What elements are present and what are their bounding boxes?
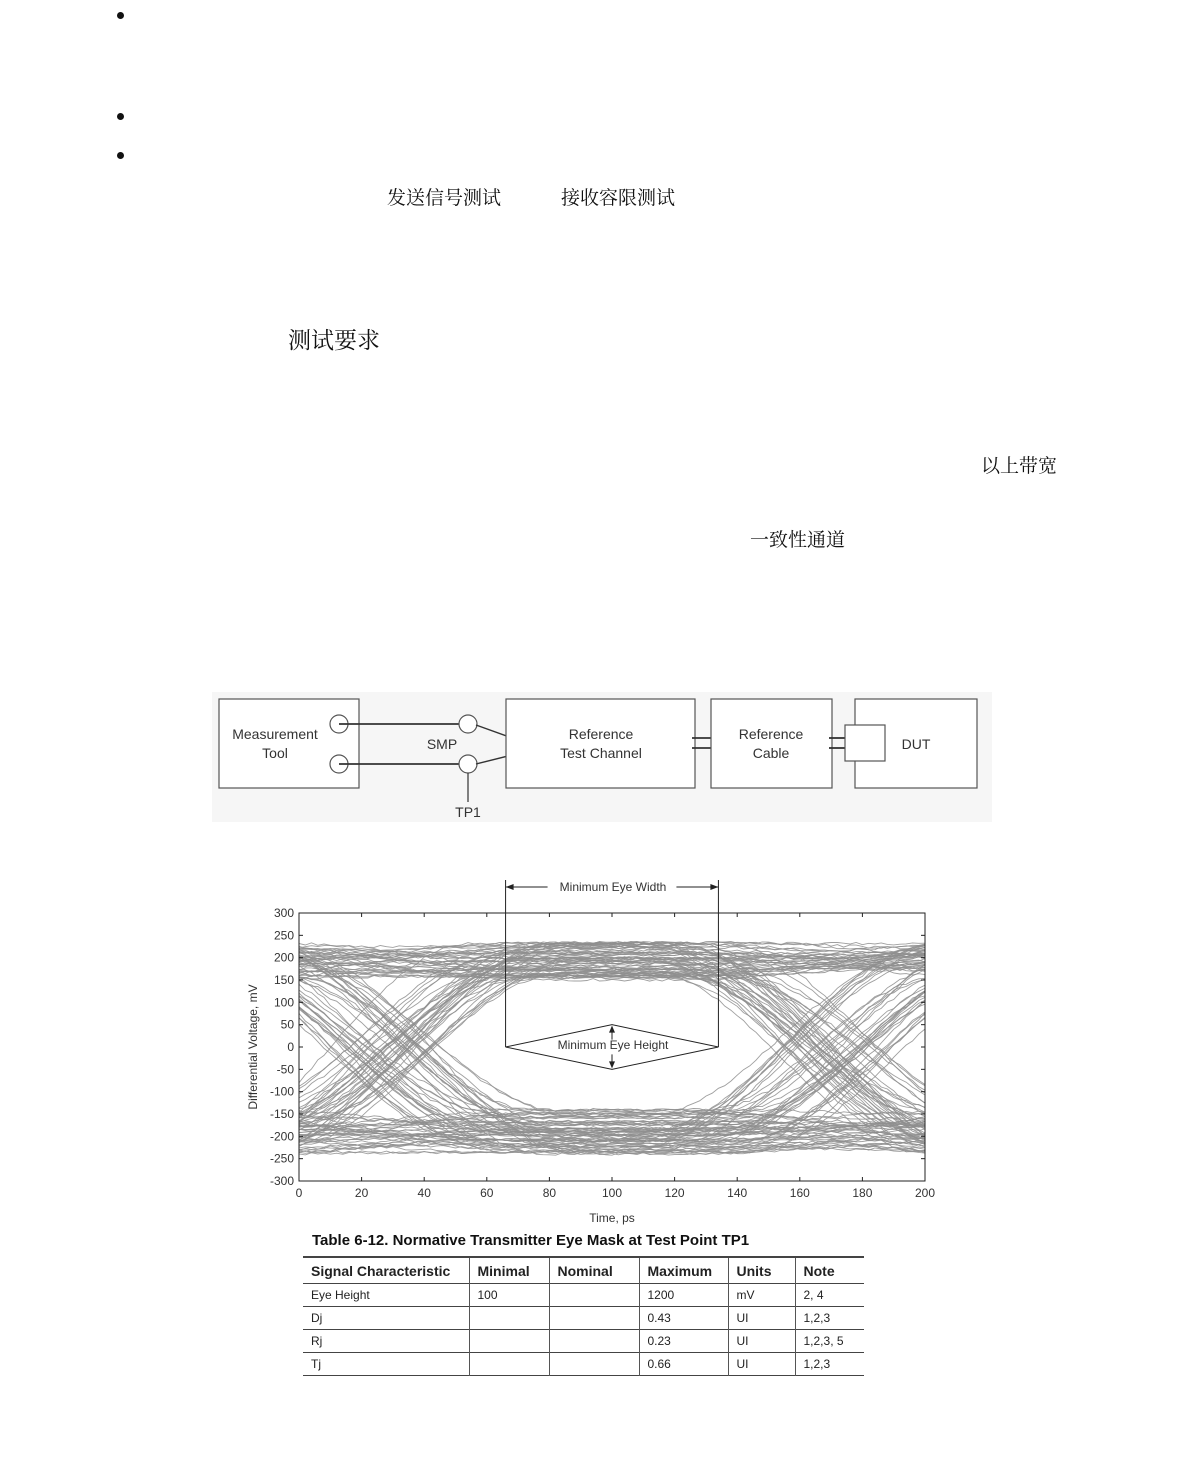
table-cell	[469, 1307, 549, 1330]
table-header-cell: Units	[728, 1257, 795, 1284]
bandwidth-fragment: 以上带宽	[981, 455, 1058, 477]
table-cell: UI	[728, 1330, 795, 1353]
table-header-cell: Note	[795, 1257, 864, 1284]
table-cell	[549, 1353, 639, 1376]
x-tick-label: 140	[727, 1186, 748, 1200]
x-tick-label: 60	[480, 1186, 494, 1200]
table-cell: 1200	[639, 1284, 728, 1307]
table-cell: 0.66	[639, 1353, 728, 1376]
y-tick-label: 100	[273, 995, 294, 1010]
ref-cable-label-1: Reference	[738, 726, 804, 742]
channel-fragment: 一致性通道	[750, 529, 846, 551]
table-cell	[469, 1330, 549, 1353]
bullet-1	[117, 12, 124, 19]
table-cell: 2, 4	[795, 1284, 864, 1307]
table-cell: Rj	[311, 1334, 323, 1348]
table-cell	[549, 1330, 639, 1353]
y-tick-label: -50	[276, 1062, 294, 1077]
min-eye-height-label: Minimum Eye Height	[557, 1038, 669, 1052]
table-row	[303, 1307, 864, 1330]
x-tick-label: 20	[354, 1186, 369, 1200]
reference-cable-box	[711, 699, 832, 788]
y-tick-label: -100	[269, 1084, 294, 1099]
y-tick-label: -300	[269, 1174, 294, 1188]
arrowhead	[710, 884, 718, 890]
ref-channel-label-1: Reference	[568, 726, 634, 742]
table-cell: 1,2,3, 5	[795, 1330, 864, 1353]
table-cell	[549, 1284, 639, 1307]
smp-port-top	[459, 715, 477, 733]
table-cell: Eye Height	[311, 1288, 370, 1302]
x-tick-label: 0	[295, 1186, 303, 1200]
y-tick-label: 0	[287, 1040, 294, 1054]
table-header-cell: Signal Characteristic	[311, 1263, 451, 1279]
eye-mask-table	[303, 1256, 864, 1376]
bullet-3	[117, 152, 124, 159]
y-tick-label: -150	[269, 1107, 294, 1121]
x-axis-label: Time, ps	[589, 1211, 635, 1225]
x-tick-label: 80	[542, 1186, 557, 1200]
table-cell	[549, 1307, 639, 1330]
ref-channel-label-2: Test Channel	[560, 745, 642, 761]
section-heading: 测试要求	[288, 328, 380, 354]
x-tick-label: 100	[601, 1186, 623, 1200]
y-axis-label: Differential Voltage, mV	[246, 984, 260, 1110]
eye-diagram-chart	[236, 870, 948, 1230]
y-tick-label: -250	[269, 1151, 294, 1166]
table-cell: 1,2,3	[795, 1353, 864, 1376]
smp-label: SMP	[426, 736, 458, 752]
table-cell: mV	[728, 1284, 795, 1307]
arrowhead	[506, 884, 514, 890]
bullet-2	[117, 113, 124, 120]
smp-port-bottom	[459, 755, 477, 773]
table-cell: UI	[728, 1307, 795, 1330]
dut-label: DUT	[901, 736, 931, 752]
dut-connector	[845, 725, 885, 761]
table-row	[303, 1330, 864, 1353]
measurement-tool-label-2: Tool	[262, 745, 288, 761]
table-header-cell: Maximum	[639, 1257, 728, 1284]
y-tick-label: 200	[273, 950, 294, 965]
table-cell	[469, 1353, 549, 1376]
table-cell: UI	[728, 1353, 795, 1376]
y-tick-label: 150	[273, 973, 294, 987]
x-tick-label: 40	[417, 1186, 431, 1200]
table-row	[303, 1284, 864, 1307]
tx-test-label: 发送信号测试	[387, 187, 502, 209]
tp1-label: TP1	[455, 804, 481, 820]
table-header-cell: Nominal	[549, 1257, 639, 1284]
rx-test-label: 接收容限测试	[561, 187, 676, 209]
measurement-tool-label-1: Measurement	[232, 726, 318, 742]
reference-test-channel-box	[506, 699, 695, 788]
x-tick-label: 200	[914, 1186, 936, 1200]
measurement-tool-box	[219, 699, 359, 788]
test-setup-diagram	[212, 692, 992, 822]
y-tick-label: 50	[280, 1017, 294, 1032]
x-tick-label: 160	[789, 1186, 810, 1200]
table-title: Table 6-12. Normative Transmitter Eye Mask at Test Point TP1	[312, 1232, 750, 1249]
min-eye-width-label: Minimum Eye Width	[559, 880, 667, 894]
table-cell: 1,2,3	[795, 1307, 864, 1330]
y-tick-label: -200	[269, 1129, 294, 1144]
table-cell: Tj	[311, 1357, 321, 1371]
x-tick-label: 180	[852, 1186, 873, 1200]
y-tick-label: 250	[273, 928, 294, 943]
table-row	[303, 1353, 864, 1376]
table-cell: 0.43	[639, 1307, 728, 1330]
table-cell: 0.23	[639, 1330, 728, 1353]
y-tick-label: 300	[273, 906, 294, 920]
table-header-row	[303, 1257, 864, 1284]
ref-cable-label-2: Cable	[752, 745, 790, 761]
x-tick-label: 120	[664, 1186, 685, 1200]
table-cell: 100	[469, 1284, 549, 1307]
table-header-cell: Minimal	[469, 1257, 549, 1284]
table-cell: Dj	[311, 1311, 323, 1325]
